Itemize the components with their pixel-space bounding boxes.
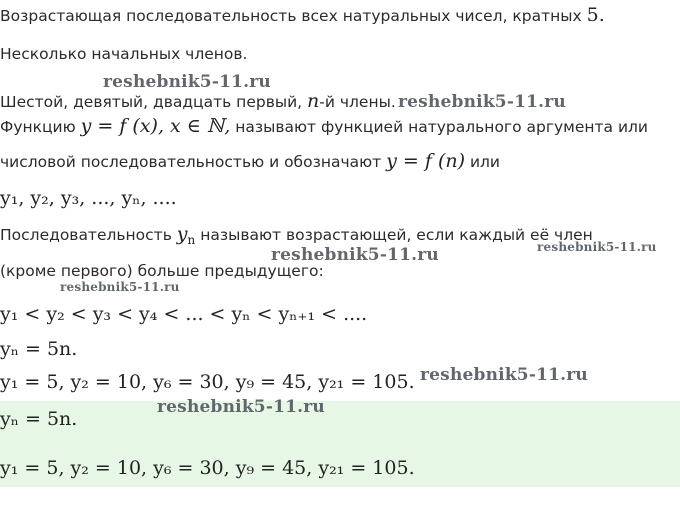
watermark-4: reshebnik5-11.ru (537, 240, 657, 254)
text-line-7 (0, 224, 593, 245)
line-4-formula: y = f (x), x ∈ ℕ, (80, 115, 231, 137)
values-formula: y₁ = 5, y₂ = 10, y₆ = 30, y₉ = 45, y₂₁ = 105. (0, 371, 415, 393)
watermark-5: reshebnik5-11.ru (60, 280, 180, 294)
line-5-formula: y = f (n) (386, 150, 466, 172)
text-line-5 (0, 151, 500, 172)
line-7-text-b: называют возрастающей, если каждый её член (200, 226, 593, 244)
line-3-n-var: n (307, 90, 320, 112)
line-3-text-a: Шестой, девятый, двадцать первый, (0, 93, 303, 111)
line-3-text-b: -й члены. (319, 93, 396, 111)
sequence-formula: y₁, y₂, y₃, ..., yₙ, .... (0, 187, 177, 209)
line-1-text: Возрастающая последовательность всех натуральных чисел, кратных (0, 7, 582, 25)
yn-formula: yₙ = 5n. (0, 338, 78, 360)
watermark-1: reshebnik5-11.ru (103, 72, 271, 92)
line-2-text: Несколько начальных членов. (0, 45, 248, 63)
line-7-yn: $y_n$ (176, 223, 196, 247)
text-line-4 (0, 116, 648, 137)
watermark-7: reshebnik5-11.ru (157, 397, 325, 417)
watermark-2: reshebnik5-11.ru (398, 92, 566, 112)
text-line-3 (0, 91, 396, 112)
line-7-text-a: Последовательность (0, 226, 172, 244)
text-line-1 (0, 5, 605, 26)
line-1-number: 5. (586, 4, 605, 26)
line-5-text-a: числовой последовательностью и обозначают (0, 153, 382, 171)
text-line-2 (0, 44, 247, 64)
line-5-text-b: или (469, 153, 501, 171)
line-8-text: (кроме первого) больше предыдущего: (0, 262, 324, 280)
answer-yn-formula: yₙ = 5n. (0, 408, 78, 430)
inequality-formula: y₁ < y₂ < y₃ < y₄ < ... < yₙ < yₙ₊₁ < .... (0, 303, 368, 325)
line-4-text-b: называют функцией натурального аргумента или (235, 118, 649, 136)
watermark-3: reshebnik5-11.ru (271, 245, 439, 265)
answer-values-formula: y₁ = 5, y₂ = 10, y₆ = 30, y₉ = 45, y₂₁ = 105. (0, 457, 415, 479)
watermark-6: reshebnik5-11.ru (420, 365, 588, 385)
line-4-text-a: Функцию (0, 118, 76, 136)
line-3-n (307, 90, 319, 112)
